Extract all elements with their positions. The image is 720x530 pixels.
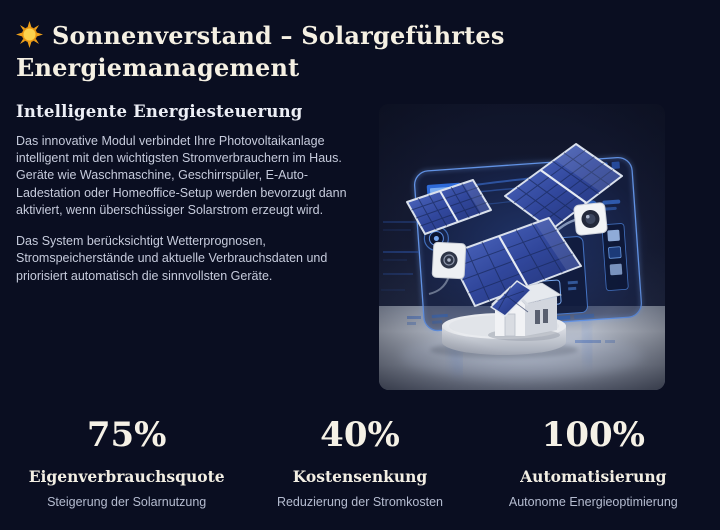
- stat-sublabel: Autonome Energieoptimierung: [508, 494, 678, 509]
- stat-value: 100%: [541, 414, 645, 455]
- stat-value: 40%: [320, 414, 400, 455]
- intro-paragraph-2: Das System berücksichtigt Wetterprognosen, Stromspeicherstände und aktuelle Verbrauchsdaten und priorisiert automatisch die sinnvollsten Geräte.: [16, 234, 328, 283]
- stats-row: [0, 414, 720, 509]
- stat-sublabel: Steigerung der Solarnutzung: [47, 494, 207, 509]
- stat-kostensenkung: [243, 414, 476, 509]
- page-title-text: Sonnenverstand – Solargeführtes Energiemanagement: [16, 21, 505, 82]
- header: [0, 0, 720, 84]
- stat-value: 75%: [86, 414, 167, 455]
- stat-automatisierung: [477, 414, 710, 509]
- intro-copy: [16, 100, 365, 299]
- stat-label: Automatisierung: [520, 466, 667, 486]
- stat-label: Eigenverbrauchsquote: [28, 466, 225, 486]
- main-content: [0, 84, 720, 390]
- sun-icon: [16, 21, 43, 48]
- section-heading: Intelligente Energiesteuerung: [16, 101, 303, 121]
- hero-image: [379, 104, 665, 390]
- stat-eigenverbrauchsquote: [10, 414, 243, 509]
- page-title: [16, 20, 561, 84]
- stat-sublabel: Reduzierung der Stromkosten: [276, 494, 444, 509]
- stat-label: Kostensenkung: [292, 466, 428, 486]
- intro-paragraph-1: Das innovative Modul verbindet Ihre Photovoltaikanlage intelligent mit den wichtigsten Stromverbrauchern im Haus. Geräte wie Waschmaschine, Geschirrspüler, E-Auto-Ladestation oder Homeoffice-Setup werden bevorzugt dann aktiviert, wenn überschüssiger Solarstrom erzeugt wird.: [16, 133, 347, 217]
